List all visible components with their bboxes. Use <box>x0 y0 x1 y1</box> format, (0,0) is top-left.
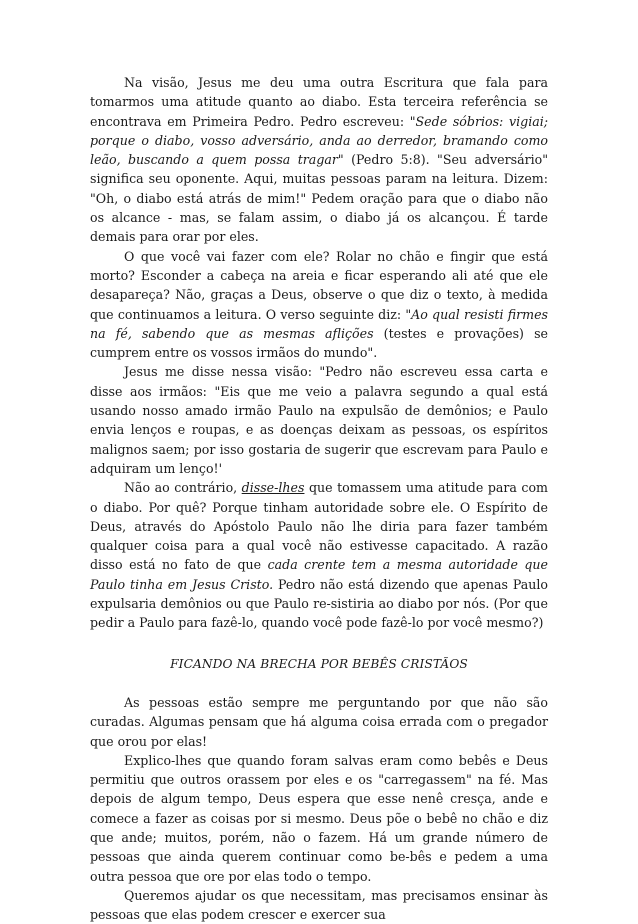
paragraph <box>90 478 548 632</box>
paragraph <box>90 362 548 478</box>
quote-text: "Sede sóbrios: vigiai; porque o diabo, vosso adversário, anda ao derredor, bramando como leão, buscando a quem possa tragar" <box>90 113 548 168</box>
text-run: Pedro não está dizendo que apenas Paulo expulsaria demônios ou que Paulo re-sistiria ao diabo por nós. (Por que pedir a Paulo para fazê-lo, quando você pode fazê-lo por você mesmo?) <box>90 576 548 631</box>
text-run: As pessoas estão sempre me perguntando por que não são curadas. Algumas pensam que há alguma coisa errada com o pregador que orou por elas! <box>90 694 548 749</box>
quote-text: "Ao qual resisti firmes na fé, sabendo que as mesmas aflições <box>90 306 549 341</box>
text-run: Explico-lhes que quando foram salvas eram como bebês e Deus permitiu que outros orassem por eles e os "carregassem" na fé. Mas depois de algum tempo, Deus espera que esse nenê cresça, ande e comece a fazer as coisas por si mesmo. Deus põe o bebê no chão e diz que ande; muitos, porém, não o fazem. Há um grande número de pessoas que ainda querem continuar como be-bês e pedem a uma outra pessoa que ore por elas todo o tempo. <box>90 752 548 884</box>
text-run: O que você vai fazer com ele? Rolar no chão e fingir que está morto? Esconder a cabeça na areia e ficar esperando ali até que ele desapareça? Não, graças a Deus, observe o que diz o texto, à medida que continuamos a leitura. O verso seguinte diz: <box>90 248 548 322</box>
text-run: que tomassem uma atitude para com o diabo. Por quê? Porque tinham autoridade sobre ele. O Espírito de Deus, através do Apóstolo Paulo não lhe diria para fazer também qualquer coisa para a qual você não estivesse capacitado. A razão disso está no fato de que <box>90 480 548 573</box>
section-body-top <box>90 73 548 633</box>
quote-text: disse-lhes <box>241 480 305 496</box>
text-run: (Pedro 5:8). "Seu adversário" significa seu oponente. Aqui, muitas pessoas param na leitura. Dizem: "Oh, o diabo está atrás de mim!" Pedem oração para que o diabo não os alcance - mas, se falam assim, o diabo já os alcançou. É tarde demais para orar por eles. <box>90 152 548 245</box>
text-run: (testes e provações) se cumprem entre os vossos irmãos do mundo". <box>90 325 549 361</box>
paragraph <box>90 73 548 247</box>
quote-text: cada crente tem a mesma autoridade que Paulo tinha em Jesus Cristo. <box>90 557 548 592</box>
paragraph <box>90 693 548 751</box>
paragraph <box>90 751 548 886</box>
text-run: Queremos ajudar os que necessitam, mas precisamos ensinar às pessoas que elas podem crescer e exercer sua <box>90 887 548 923</box>
paragraph <box>90 886 548 924</box>
text-run: Na visão, Jesus me deu uma outra Escritura que fala para tomarmos uma atitude quanto ao diabo. Esta terceira referência se encontrava em Primeira Pedro. Pedro escreveu: <box>90 75 548 129</box>
section-heading: FICANDO NA BRECHA POR BEBÊS CRISTÃOS <box>170 656 468 671</box>
paragraph <box>90 247 548 363</box>
text-run: Jesus me disse nessa visão: "Pedro não escreveu essa carta e disse aos irmãos: "Eis que me veio a palavra segundo a qual está usando nosso amado irmão Paulo na expulsão de demônios; e Paulo envia lenços e roupas, e as doenças deixam as pessoas, os espíritos malignos saem; por isso gostaria de sugerir que escrevam para Paulo e adquiram um lenço!' <box>90 364 548 476</box>
text-run: Não ao contrário, <box>124 480 242 496</box>
section-body-bottom <box>90 693 548 924</box>
